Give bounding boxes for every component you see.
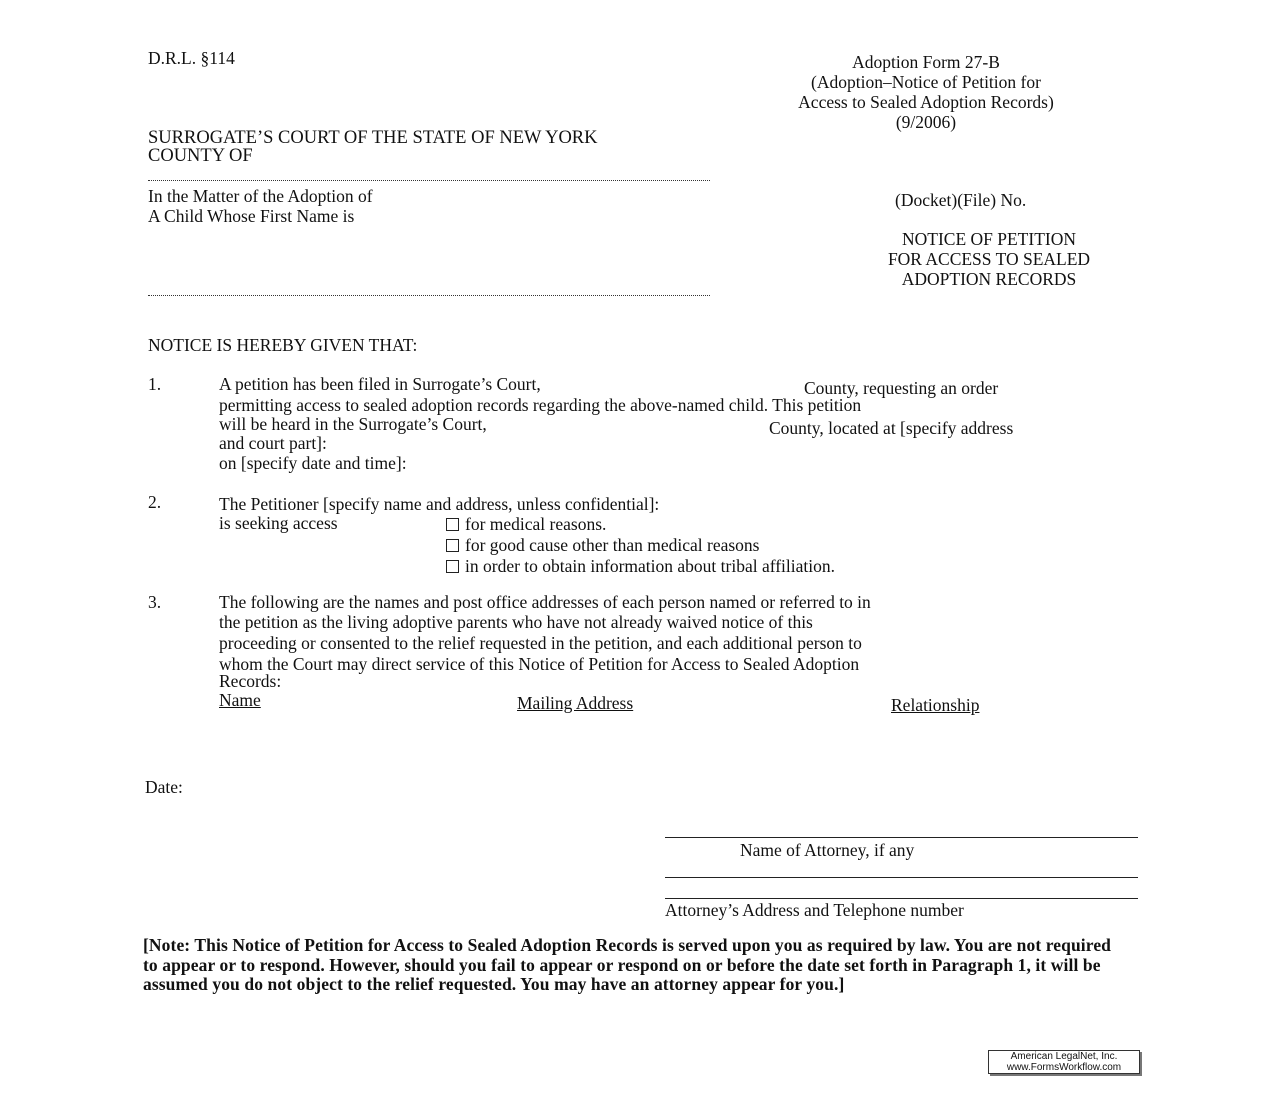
option-tribal-label: in order to obtain information about tribal affiliation. [465, 556, 836, 576]
paragraph-1-line-3a: will be heard in the Surrogate’s Court, [219, 414, 487, 434]
publisher-name: American LegalNet, Inc. [1010, 1051, 1118, 1062]
column-header-name: Name [219, 690, 261, 710]
attorney-name-line [665, 837, 1138, 838]
caption-child-line: A Child Whose First Name is [148, 206, 355, 226]
county-label: COUNTY OF [148, 146, 253, 166]
paragraph-2-line-1: The Petitioner [specify name and address, unless confidential]: [219, 494, 660, 514]
attorney-address-label: Attorney’s Address and Telephone number [665, 900, 964, 920]
form-subtitle-1: (Adoption–Notice of Petition for [811, 72, 1041, 93]
court-name: SURROGATE’S COURT OF THE STATE OF NEW YORK [148, 128, 598, 148]
caption-matter-line: In the Matter of the Adoption of [148, 186, 373, 206]
column-header-mailing-address: Mailing Address [517, 693, 634, 713]
caption-top-rule [148, 180, 710, 181]
publisher-url: www.FormsWorkflow.com [1006, 1062, 1122, 1073]
caption-bottom-rule [148, 295, 710, 296]
paragraph-2-line-2: is seeking access [219, 513, 338, 533]
publisher-badge [988, 1050, 1140, 1074]
paragraph-3-line-1: The following are the names and post office addresses of each person named or referred to in [219, 592, 871, 612]
attorney-name-label: Name of Attorney, if any [740, 840, 915, 860]
attorney-address-line-1 [665, 877, 1138, 878]
checkbox-tribal[interactable] [446, 560, 459, 573]
paragraph-3-line-5: Records: [219, 671, 282, 691]
option-tribal-affiliation[interactable] [446, 556, 835, 576]
statute-reference: D.R.L. §114 [148, 48, 235, 68]
column-header-relationship: Relationship [891, 695, 980, 715]
checkbox-medical[interactable] [446, 518, 459, 531]
paragraph-1-line-4: and court part]: [219, 433, 327, 453]
paragraph-2-number: 2. [148, 492, 162, 512]
document-title-line-2: FOR ACCESS TO SEALED [887, 249, 1091, 270]
paragraph-1-number: 1. [148, 374, 162, 394]
option-good-cause[interactable] [446, 535, 759, 555]
paragraph-1-line-3b: County, located at [specify address [769, 418, 1014, 438]
checkbox-good-cause[interactable] [446, 539, 459, 552]
paragraph-3-line-2: the petition as the living adoptive parents who have not already waived notice of this [219, 612, 813, 632]
document-title-line-3: ADOPTION RECORDS [901, 269, 1077, 290]
paragraph-1-line-5: on [specify date and time]: [219, 453, 407, 473]
docket-number-label: (Docket)(File) No. [895, 190, 1027, 210]
attorney-address-line-2 [665, 898, 1138, 899]
option-medical-reasons[interactable] [446, 514, 606, 534]
notice-intro: NOTICE IS HEREBY GIVEN THAT: [148, 335, 418, 355]
document-title [838, 229, 1140, 289]
option-medical-label: for medical reasons. [465, 514, 607, 534]
form-revision-date: (9/2006) [895, 112, 957, 133]
paragraph-1-line-1b: County, requesting an order [804, 378, 999, 398]
paragraph-3-line-4: whom the Court may direct service of this Notice of Petition for Access to Sealed Adoption [219, 654, 860, 674]
form-number: Adoption Form 27-B [852, 52, 1000, 72]
form-title-block [740, 52, 1112, 133]
option-good-cause-label: for good cause other than medical reasons [465, 535, 760, 555]
paragraph-1-line-1a: A petition has been filed in Surrogate’s Court, [219, 374, 541, 394]
document-title-line-1: NOTICE OF PETITION [901, 229, 1076, 249]
form-subtitle-2: Access to Sealed Adoption Records) [798, 92, 1054, 113]
paragraph-3-line-3: proceeding or consented to the relief requested in the petition, and each additional person to [219, 633, 862, 653]
paragraph-1-line-2: permitting access to sealed adoption records regarding the above-named child. This petition [219, 395, 862, 415]
legal-note: [Note: This Notice of Petition for Access to Sealed Adoption Records is served upon you as required by law. You are not required to appear or to respond. However, should you fail to appear or respond on or before the date set forth in Paragraph 1, it will be assumed you do not object to the relief requested. You may have an attorney appear for you.] [143, 935, 1112, 995]
paragraph-3-number: 3. [148, 592, 162, 612]
date-label: Date: [145, 777, 183, 797]
